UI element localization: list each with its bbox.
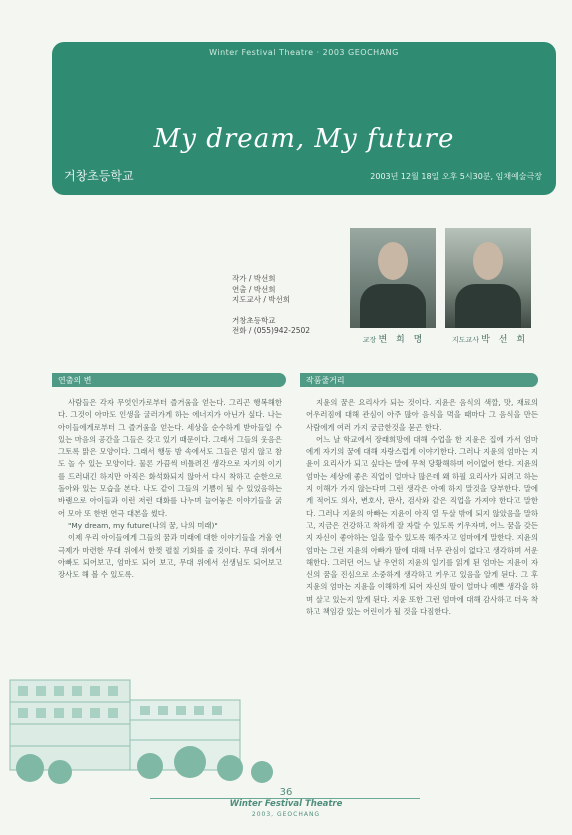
section-heading-director-note: [52, 373, 286, 387]
credit-writer: 작가 / 박선희: [232, 274, 276, 283]
teacher-role: 지도교사: [451, 336, 479, 344]
page-number: 36: [279, 787, 293, 798]
credit-teacher: 지도교사 / 박선희: [232, 295, 291, 304]
footer-subtitle: 2003, GEOCHANG: [251, 811, 321, 818]
paragraph: 이제 우리 아이들에게 그들의 꿈과 미래에 대한 이야기들을 거울 연극제가 마련한 무대 위에서 한껏 펼칠 기회를 줄 것이다. 무대 위에서 아빠도 되어보고, 엄마도 되어 보고, 무대 위에서 선생님도 되어보고 장사도 해 볼 수 있도록.: [58, 533, 282, 580]
paragraph: 어느 날 학교에서 장래희망에 대해 수업을 한 지윤은 집에 가서 엄마에게 자기의 꿈에 대해 자랑스럽게 이야기한다. 그러나 지윤의 엄마는 지윤이 요리사가 되고 싶다는 말에 무척 당황해하며 어이없어 한다. 지윤의 엄마는 세상에 좋은 직업이 얼마나 많은데 왜 하필 요리사가 되려고 하는지 이해가 가지 않는다며 그런 생각은 아예 하지 말것을 당부한다. 말에게 적어도 의사, 변호사, 판사, 검사와 같은 직업을 가져야 한다고 말한다. 그러나 지윤의 아빠는 지윤이 아직 열 두살 밖에 되지 않았음을 말하고, 지금은 건강하고 착하게 잘 자랄 수 있도록 키우자며, 어느 꿈을 갖든지 자신이 좋아하는 일을 할수 있도록 해주자고 엄마에게 말한다. 지윤의 엄마는 그런 지윤의 아빠가 딸에 대해 너무 관심이 없다고 생각하며 서운해한다. 그러던 어느 날 우연히 지윤의 일기를 읽게 된 엄마는 지윤이 자신의 꿈을 진심으로 소중하게 생각하고 키우고 있음을 알게 된다. 그 후 지윤의 엄마는 지윤을 이해하게 되어 자신의 딸이 얼마나 예쁜 생각을 하며 살고 있는지 알게 된다. 지윤 또한 그런 엄마에 대해 감사하고 더욱 착하고 책임감 있는 어린이가 될 것을 다짐한다.: [306, 434, 538, 617]
teacher-caption: [445, 332, 535, 345]
title-banner: [52, 42, 556, 195]
section-heading-label: 연출의 변: [58, 376, 92, 385]
director-note-text: [58, 397, 282, 581]
credit-school: 거창초등학교: [232, 315, 276, 325]
teacher-name: 박 선 희: [481, 335, 529, 345]
section-heading-label: 작품줄거리: [306, 376, 345, 385]
credit-director: 연출 / 박선희: [232, 284, 276, 294]
paragraph: 사람들은 각자 무엇인가로부터 즐거움을 얻는다. 그리곤 행복해한다. 그것이 아마도 인생을 굴러가게 하는 에너지가 아닌가 싶다. 나는 아이들에게로부터 그 즐거움을 얻는다. 세상을 순수하게 받아들일 수 있는 마음의 공간을 그들은 갖고 있기 때문이다. 그래서 그들의 웃음은 그토록 맑은 모양이다. 그래서 행동 밤 속에서도 그들은 멈지 않고 참도 놀 수 있는 모양이다. 물론 가끔씩 비틀려진 생각으로 자기의 이기를 드러내긴 하지만 아직은 화석화되지 않아서 다시 착하고 순한으로 돌아와 있는 모습을 본다. 나도 같이 그들의 기쁨이 될 수 있었음하는 바램으로 아이들과 이런 저런 대화를 나누며 늘어놓은 이야기들을 굵어 모아 또 한번 연극 대본을 썼다.: [58, 398, 282, 518]
footer-festival: Winter Festival Theatre: [229, 799, 343, 809]
banner-top-label: Winter Festival Theatre · 2003 GEOCHANG: [209, 48, 399, 57]
principal-photo: [350, 228, 436, 328]
paragraph: "My dream, my future(나의 꿈, 나의 미래)": [68, 520, 218, 530]
section-heading-synopsis: [300, 373, 538, 387]
page-title: My dream, My future: [153, 124, 455, 154]
principal-name: 변 희 명: [378, 335, 426, 345]
school-building-illustration: [0, 640, 300, 790]
credit-phone: 전화 / (055)942-2502: [232, 326, 311, 335]
principal-caption: [352, 332, 436, 345]
teacher-photo: [445, 228, 531, 328]
synopsis-text: [306, 397, 538, 618]
principal-role: 교장: [362, 336, 377, 344]
paragraph: 지윤의 꿈은 요리사가 되는 것이다. 지윤은 음식의 색깔, 맛, 재료의 어우러짐에 대해 관심이 아주 많아 음식을 먹을 때마다 그 음식을 만든 사람에게 여러 가지 궁금한것을 묻곤 한다.: [306, 398, 538, 432]
performance-date: 2003년 12월 18일 오후 5시30분, 임채예술극장: [370, 172, 542, 181]
credits-block: [232, 274, 310, 337]
school-name: 거창초등학교: [64, 169, 134, 183]
